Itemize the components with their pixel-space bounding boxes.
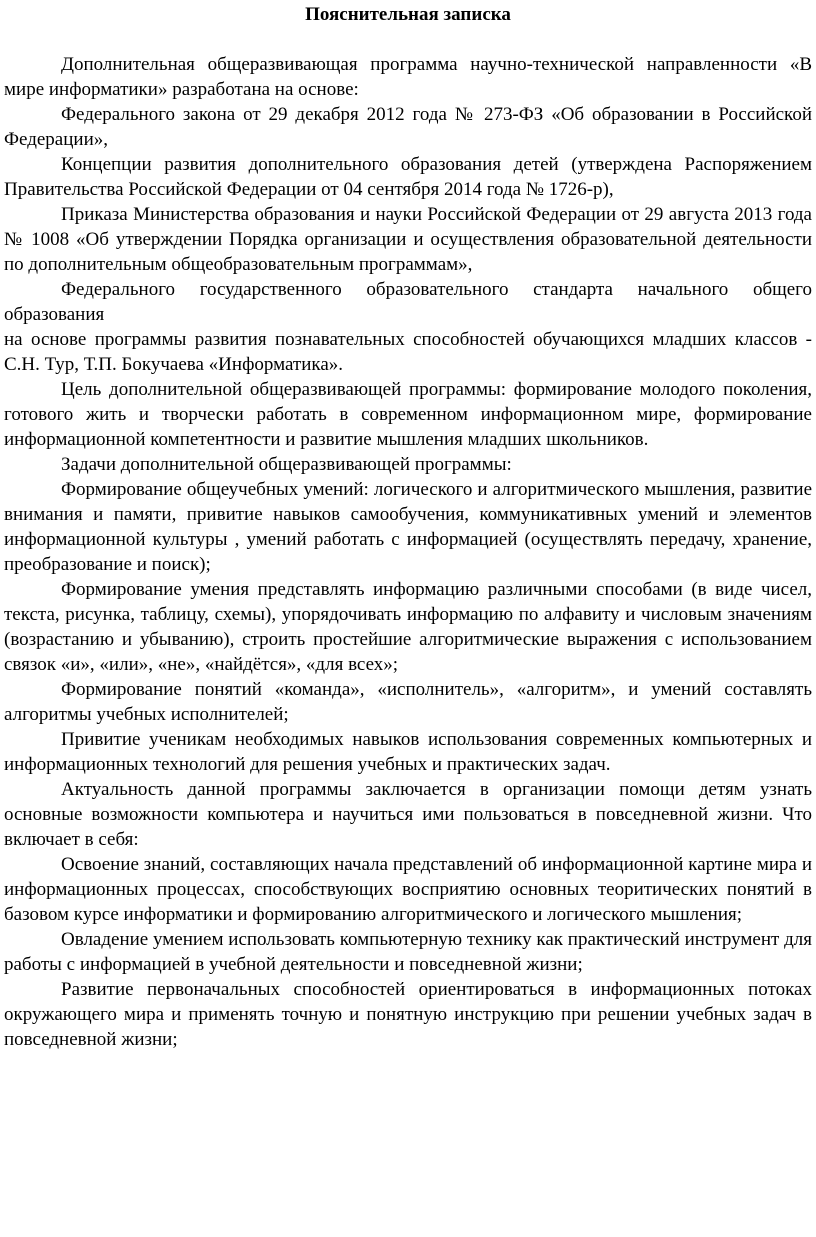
document-title: Пояснительная записка (305, 4, 511, 25)
relevance-paragraph: Актуальность данной программы заключается в организации помощи детям узнать основные возможности компьютера и научиться ими пользоваться в повседневной жизни. Что включает в себя: (4, 779, 812, 850)
basis-concept: Концепции развития дополнительного образования детей (утверждена Распоряжением Правительства Российской Федерации от 04 сентября 2014 года № 1726-р), (4, 154, 812, 200)
basis-ministry-order: Приказа Министерства образования и науки Российской Федерации от 29 августа 2013 года № 1008 «Об утверждении Порядка организации и осуществления образовательной деятельности по дополнительным общеобразовательным программам», (4, 204, 812, 275)
basis-program: на основе программы развития познавательных способностей обучающихся младших классов - С.Н. Тур, Т.П. Бокучаева «Информатика». (4, 329, 812, 375)
intro-paragraph: Дополнительная общеразвивающая программа научно-технической направленности «В мире информатики» разработана на основе: (4, 54, 812, 100)
relevance-computer-skills: Овладение умением использовать компьютерную технику как практический инструмент для работы с информацией в учебной деятельности и повседневной жизни; (4, 929, 812, 975)
basis-federal-law: Федерального закона от 29 декабря 2012 года № 273-ФЗ «Об образовании в Российской Федерации», (4, 104, 812, 150)
relevance-orientation: Развитие первоначальных способностей ориентироваться в информационных потоках окружающего мира и применять точную и понятную инструкцию при решении учебных задач в повседневной жизни; (4, 979, 812, 1050)
program-tasks-heading: Задачи дополнительной общеразвивающей программы: (61, 454, 512, 475)
basis-state-standard: Федерального государственного образовательного стандарта начального общего образования (4, 279, 812, 325)
task-general-skills: Формирование общеучебных умений: логического и алгоритмического мышления, развитие внимания и памяти, привитие навыков самообучения, коммуникативных умений и элементов информационной культуры , умений работать с информацией (осуществлять передачу, хранение, преобразование и поиск); (4, 479, 812, 575)
relevance-knowledge: Освоение знаний, составляющих начала представлений об информационной картине мира и информационных процессах, способствующих восприятию основных теоритических понятий в базовом курсе информатики и формированию алгоритмического и логического мышления; (4, 854, 812, 925)
task-technology-skills: Привитие ученикам необходимых навыков использования современных компьютерных и информационных технологий для решения учебных и практических задач. (4, 729, 812, 775)
task-concepts: Формирование понятий «команда», «исполнитель», «алгоритм», и умений составлять алгоритмы учебных исполнителей; (4, 679, 812, 725)
task-information-presentation: Формирование умения представлять информацию различными способами (в виде чисел, текста, рисунка, таблицу, схемы), упорядочивать информацию по алфавиту и числовым значениям (возрастанию и убыванию), строить простейшие алгоритмические выражения с использованием связок «и», «или», «не», «найдётся», «для всех»; (4, 579, 812, 675)
program-goal: Цель дополнительной общеразвивающей программы: формирование молодого поколения, готового жить и творчески работать в современном информационном мире, формирование информационной компетентности и развитие мышления младших школьников. (4, 379, 812, 450)
